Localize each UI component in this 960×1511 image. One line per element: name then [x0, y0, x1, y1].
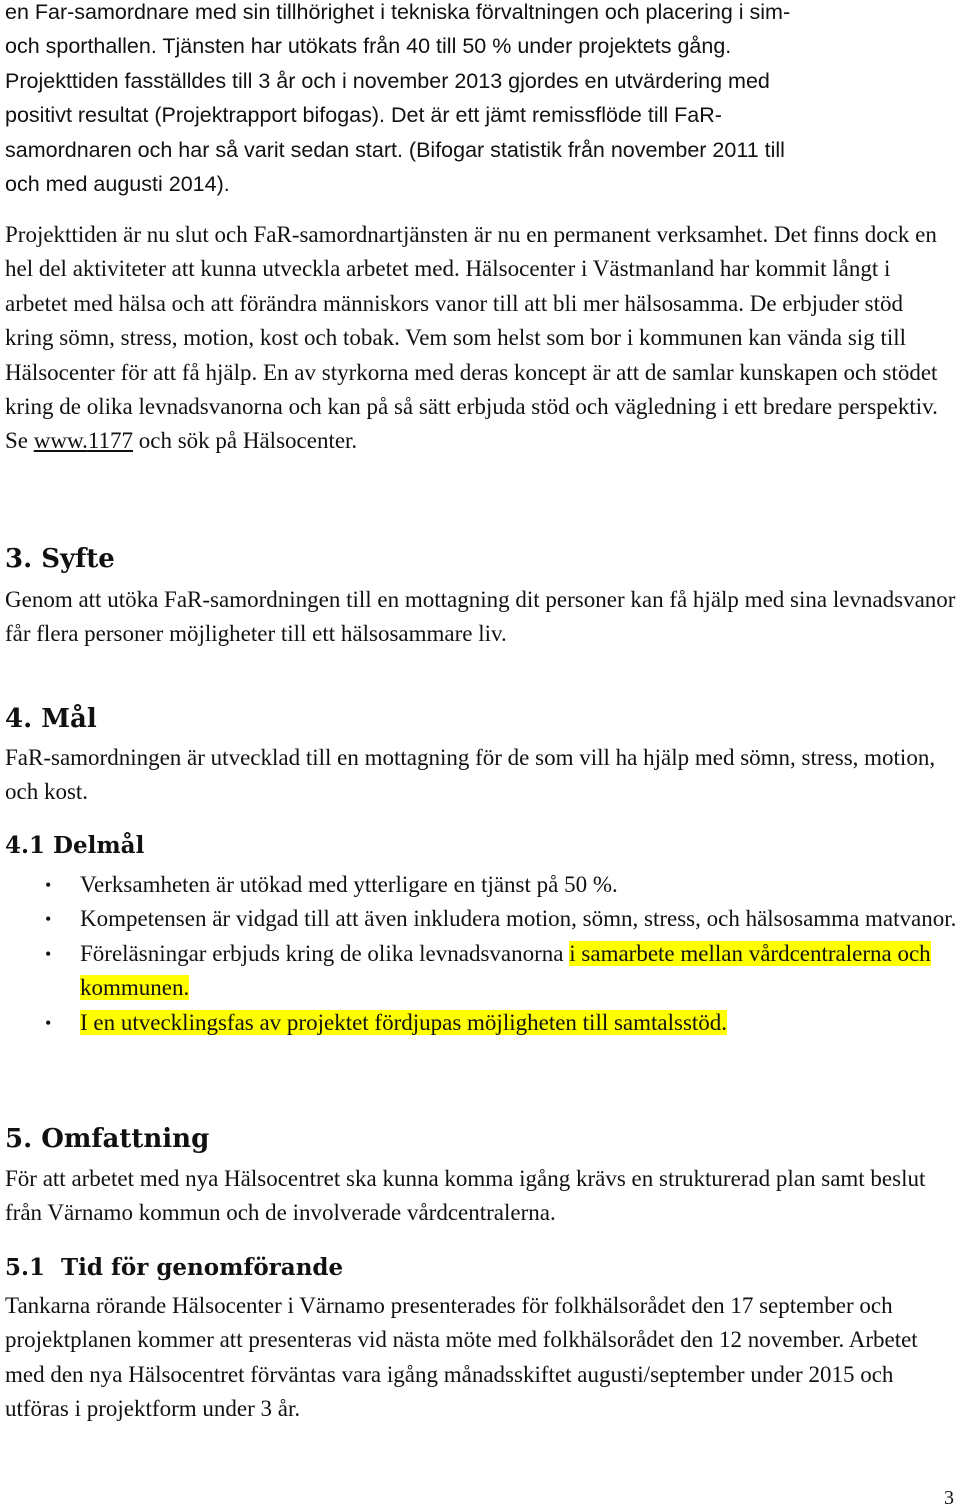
bullet: • — [45, 875, 52, 895]
text-line: och med augusti 2014). — [5, 172, 230, 197]
section-heading-mal: 4. Mål — [5, 704, 97, 734]
paragraph-text: Projekttiden är nu slut och FaR-samordnartjänsten är nu en permanent verksamhet. Det finns dock en hel del aktiviteter att kunna utveckla arbetet med. Hälsocenter i Västmanland har kommit långt i arbetet med hälsa och att förändra människors vanor till att bli mer hälsosamma. De erbjuder stöd kring sömn, stress, motion, kost och tobak. Vem som helst som bor i kommunen kan vända sig till Hälsocenter för att få hjälp. En av styrkorna med deras koncept är att de samlar kunskapen och stödet kring de olika levnadsvanorna och kan på så sätt erbjuda stöd och vägledning i ett bredare perspektiv. Se — [5, 222, 938, 454]
section-text-syfte: Genom att utöka FaR-samordningen till en mottagning dit personer kan få hjälp med sina levnadsvanor får flera personer möjligheter till ett hälsosammare liv. — [5, 587, 956, 647]
highlighted-text: i samarbete mellan vårdcentralerna och kommunen. — [80, 940, 931, 1001]
intro-paragraph-2 — [5, 218, 957, 459]
bullet: • — [45, 1012, 52, 1033]
section-text-tid: Tankarna rörande Hälsocenter i Värnamo presenterades för folkhälsorådet den 17 september och projektplanen kommer att presenteras vid nästa möte med folkhälsorådet den 12 november. Arbetet med den nya Hälsocentret förväntas vara igång månadsskiftet augusti/september under 2015 och utföras i projektform under 3 år. — [5, 1293, 918, 1422]
text-line: samordnaren och har så varit sedan start. (Bifogar statistik från november 2011 till — [5, 137, 785, 162]
list-item — [5, 868, 957, 902]
section-heading-delmal: 4.1 Delmål — [5, 832, 145, 859]
text-line: positivt resultat (Projektrapport bifogas). Det är ett jämt remissflöde till FaR- — [5, 103, 722, 128]
intro-paragraph-1 — [5, 0, 957, 201]
section-heading-tid: 5.1 Tid för genomförande — [5, 1254, 344, 1281]
text-line: och sporthallen. Tjänsten har utökats från 40 till 50 % under projektets gång. — [5, 34, 732, 59]
list-item — [5, 1006, 957, 1040]
section-text-mal: FaR-samordningen är utvecklad till en mottagning för de som vill ha hjälp med sömn, stress, motion, och kost. — [5, 745, 936, 805]
text-line: en Far-samordnare med sin tillhörighet i tekniska förvaltningen och placering i sim- — [5, 0, 791, 24]
section-heading-syfte: 3. Syfte — [5, 544, 115, 574]
highlighted-text: I en utvecklingsfas av projektet fördjupas möjligheten till samtalsstöd. — [80, 1009, 728, 1035]
list-item-text: Kompetensen är vidgad till att även inkludera motion, sömn, stress, och hälsosamma matvanor. — [80, 906, 957, 932]
text-line: Projekttiden fasställdes till 3 år och i november 2013 gjordes en utvärdering med — [5, 68, 770, 93]
delmal-list — [5, 868, 957, 1040]
list-item-text: Verksamheten är utökad med ytterligare en tjänst på 50 %. — [80, 872, 618, 897]
section-text-omfattning: För att arbetet med nya Hälsocentret ska kunna komma igång krävs en strukturerad plan samt beslut från Värnamo kommun och de involverade vårdcentralerna. — [5, 1166, 926, 1226]
link-text: www. — [33, 428, 88, 454]
paragraph-text: och sök på Hälsocenter. — [133, 428, 358, 454]
list-item-text: Föreläsningar erbjuds kring de olika levnadsvanorna — [80, 940, 570, 966]
bullet: • — [45, 943, 52, 964]
link-text: 1177 — [87, 428, 133, 454]
list-item — [5, 902, 957, 936]
bullet: • — [45, 909, 52, 930]
web-link[interactable] — [34, 428, 133, 453]
page-number: 3 — [944, 1487, 954, 1509]
section-heading-omfattning: 5. Omfattning — [5, 1124, 210, 1154]
list-item — [5, 937, 957, 1006]
